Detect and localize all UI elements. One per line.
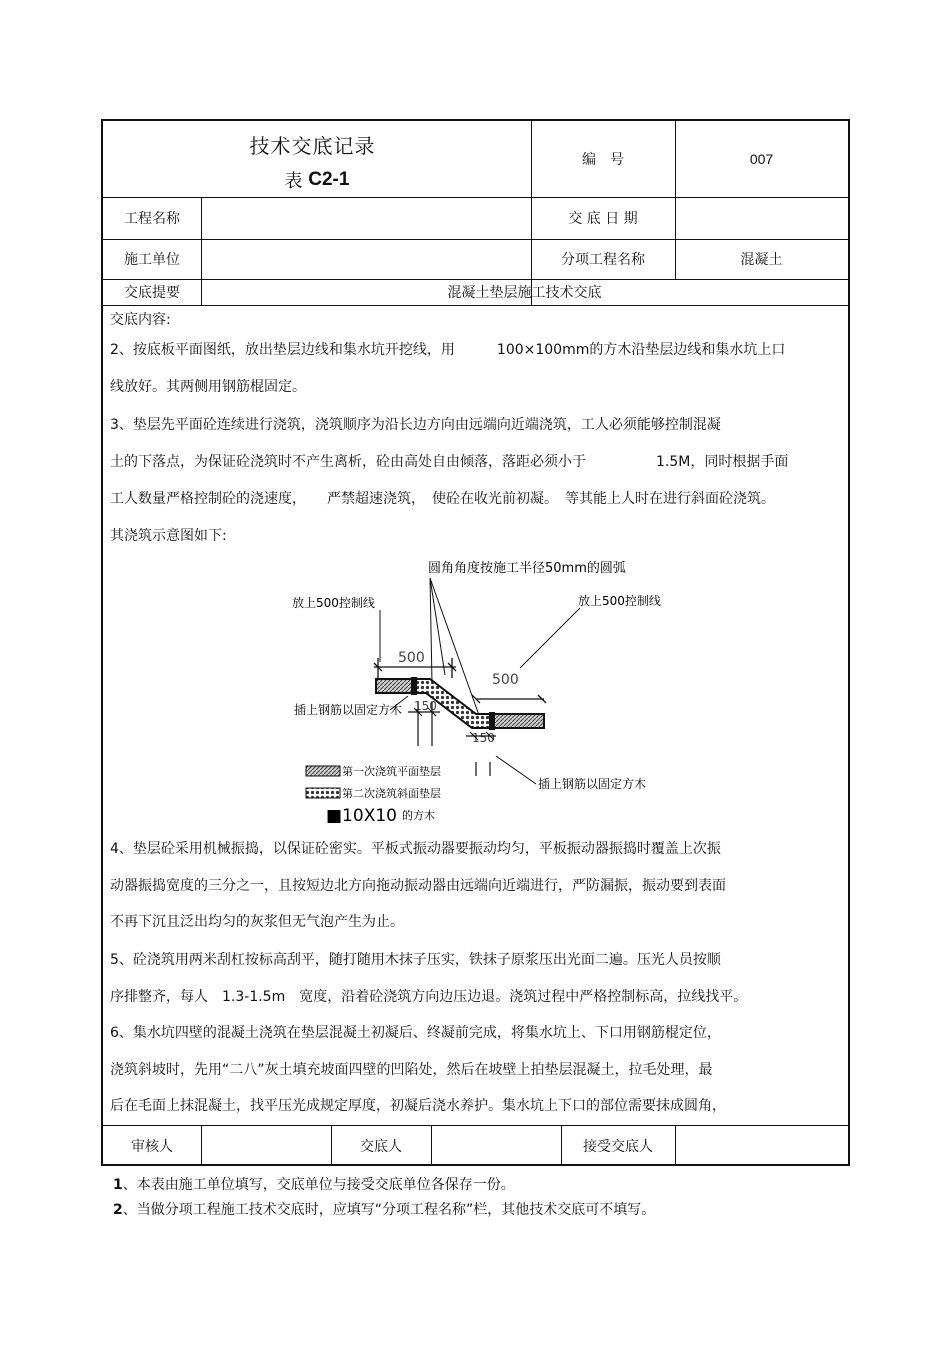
paragraph-2-line-1: 2、按底板平面图纸，放出垫层边线和集水坑开挖线，用 100×100mm的方木沿垫层边线和集水坑上口 [110,342,786,358]
reviewer-label: 审核人 [131,1138,173,1155]
note-2-number: 2 [113,1202,123,1218]
number-label: 编 号 [582,152,624,168]
paragraph-4-line-1: 4、垫层砼采用机械振捣，以保证砼密实。平板式振动器要振动均匀，平板振动器振捣时覆盖上次振 [110,841,721,857]
subproject-field[interactable]: 混凝土 [740,252,783,268]
note-1-number: 1 [113,1177,123,1193]
diagram-label-right-fix: 插上钢筋以固定方木 [538,777,647,791]
form-code-prefix: 表 [284,171,309,192]
note-1 [113,1174,515,1194]
content-heading: 交底内容: [110,312,171,328]
receiver-field[interactable] [675,1125,848,1166]
paragraph-5-line-1: 5、砼浇筑用两米刮杠按标高刮平，随打随用木抹子压实，铁抹子原浆压出光面二遍。压光人员按顺 [110,952,721,968]
paragraph-6-line-2: 浇筑斜坡时，先用“二八”灰土填充坡面四壁的凹陷处，然后在坡壁上拍垫层混凝土，拉毛处理，最 [110,1062,713,1078]
diagram-label-left-fix: 插上钢筋以固定方木 [294,703,403,717]
note-2-text: 、当做分项工程施工技术交底时，应填写“分项工程名称”栏，其他技术交底可不填写。 [122,1202,656,1218]
paragraph-3-line-3: 工人数量严格控制砼的浇速度， 严禁超速浇筑， 使砼在收光前初凝。 等其能上人时在进行斜面砼浇筑。 [110,491,775,507]
paragraph-5-line-2: 序排整齐，每人 1.3-1.5m 宽度，沿着砼浇筑方向边压边退。浇筑过程中严格控制标高，拉线找平。 [110,989,748,1005]
diagram-label-left-line: 放上500控制线 [292,596,375,610]
paragraph-3-line-4: 其浇筑示意图如下: [110,528,227,544]
legend-timber-label: 的方木 [402,809,435,822]
unit-label: 施工单位 [124,252,180,268]
dimension-150-a: 150 [414,699,437,713]
form-code-value: C2-1 [308,169,350,190]
presenter-field[interactable] [431,1125,561,1166]
paragraph-4-line-3: 不再下沉且泛出均匀的灰浆但无气泡产生为止。 [110,914,404,930]
legend-timber-size: ■10X10 [326,806,397,826]
unit-field[interactable] [201,239,531,279]
diagram-label-right-line: 放上500控制线 [578,594,661,608]
dimension-500-left: 500 [398,650,425,666]
reviewer-field[interactable] [201,1125,331,1166]
legend-second-pour: 第二次浇筑斜面垫层 [342,787,441,800]
pouring-diagram [280,550,661,830]
diagram-label-top: 圆角角度按施工半径50mm的圆弧 [428,561,626,576]
summary-label: 交底提要 [124,285,180,301]
paragraph-6-line-1: 6、集水坑四壁的混凝土浇筑在垫层混凝土初凝后、终凝前完成，将集水坑上、下口用钢筋棍定位， [110,1025,721,1041]
leader-line [520,608,580,668]
number-value[interactable]: 007 [749,151,774,167]
paragraph-3-line-1: 3、垫层先平面砼连续进行浇筑，浇筑顺序为沿长边方向由远端向近端浇筑，工人必须能够控制混凝 [110,417,721,433]
legend-swatch-second-pour [306,788,340,798]
leader-line [496,756,536,784]
timber-block [411,677,417,695]
paragraph-2-line-2: 线放好。其两侧用钢筋棍固定。 [110,379,306,395]
note-1-text: 、本表由施工单位填写，交底单位与接受交底单位各保存一份。 [122,1177,515,1193]
project-name-label: 工程名称 [124,211,180,227]
paragraph-6-line-3: 后在毛面上抹混凝土，找平压光成规定厚度，初凝后浇水养护。集水坑上下口的部位需要抹成圆角， [110,1098,726,1114]
legend-swatch-first-pour [306,766,340,776]
receiver-label: 接受交底人 [583,1138,653,1155]
first-pour-layer-left [376,679,416,693]
dimension-line [472,695,546,703]
date-field[interactable] [675,197,848,239]
date-label: 交 底 日 期 [568,211,638,227]
dimension-150-b: 150 [472,731,495,745]
legend-first-pour: 第一次浇筑平面垫层 [342,765,441,778]
form-title: 技术交底记录 [249,133,376,158]
summary-field[interactable]: 混凝土垫层施工技术交底 [447,285,602,301]
paragraph-3-line-2: 土的下落点，为保证砼浇筑时不产生离析，砼由高处自由倾落，落距必须小于 1.5M，同时根据手面 [110,454,789,470]
form-code [103,165,531,195]
first-pour-layer-right [494,714,544,728]
project-name-field[interactable] [201,197,531,239]
subproject-label: 分项工程名称 [561,252,645,268]
dimension-500-right: 500 [492,672,519,688]
paragraph-4-line-2: 动器振捣宽度的三分之一，且按短边北方向拖动振动器由远端向近端进行，严防漏振，振动要到表面 [110,878,726,894]
note-2 [113,1199,655,1219]
presenter-label: 交底人 [360,1138,402,1155]
